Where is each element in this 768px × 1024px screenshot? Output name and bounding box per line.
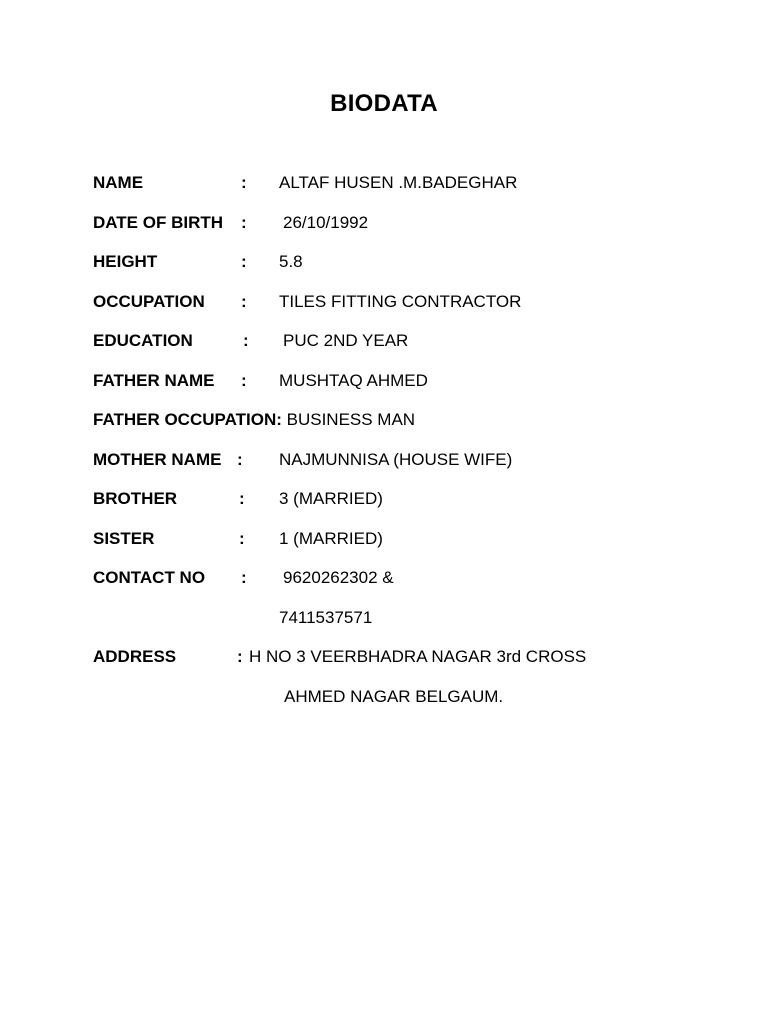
field-value-contact-line2: 7411537571 [279,608,373,627]
field-label-father-name: FATHER NAME [93,371,215,390]
field-label-brother: BROTHER [93,489,178,508]
field-label-occupation: OCCUPATION [93,292,205,311]
field-value-education: PUC 2ND YEAR [283,331,409,350]
field-label-name: NAME [93,173,144,192]
field-value-address: H NO 3 VEERBHADRA NAGAR 3rd CROSS [249,647,587,666]
field-colon: : [241,173,247,192]
field-label-father-occupation: FATHER OCCUPATION: [93,410,287,429]
field-value-dob: 26/10/1992 [283,213,369,232]
field-inline-father-occupation [93,408,415,432]
field-colon: : [243,331,249,350]
field-colon: : [241,213,247,232]
field-label-address: ADDRESS [93,647,177,666]
field-label-education: EDUCATION [93,331,193,350]
field-label-contact: CONTACT NO [93,568,206,587]
field-value-father-name: MUSHTAQ AHMED [279,371,428,390]
field-value-name: ALTAF HUSEN .M.BADEGHAR [279,173,518,192]
field-label-sister: SISTER [93,529,155,548]
page-title: BIODATA [330,90,438,117]
field-colon: : [241,371,247,390]
field-colon: : [241,568,247,587]
field-value-sister: 1 (MARRIED) [279,529,383,548]
field-colon: : [237,450,243,469]
field-value-father-occupation: BUSINESS MAN [286,410,416,429]
field-colon: : [241,292,247,311]
field-value-occupation: TILES FITTING CONTRACTOR [279,292,522,311]
field-colon: : [241,252,247,271]
field-colon: : [237,647,243,666]
field-value-contact: 9620262302 & [283,568,394,587]
field-value-brother: 3 (MARRIED) [279,489,383,508]
field-label-height: HEIGHT [93,252,158,271]
field-value-height: 5.8 [279,252,303,271]
field-value-address-line2: AHMED NAGAR BELGAUM. [284,687,504,706]
field-label-mother-name: MOTHER NAME [93,450,222,469]
field-colon: : [239,489,245,508]
field-colon: : [239,529,245,548]
field-label-dob: DATE OF BIRTH [93,213,224,232]
field-value-mother-name: NAJMUNNISA (HOUSE WIFE) [279,450,513,469]
